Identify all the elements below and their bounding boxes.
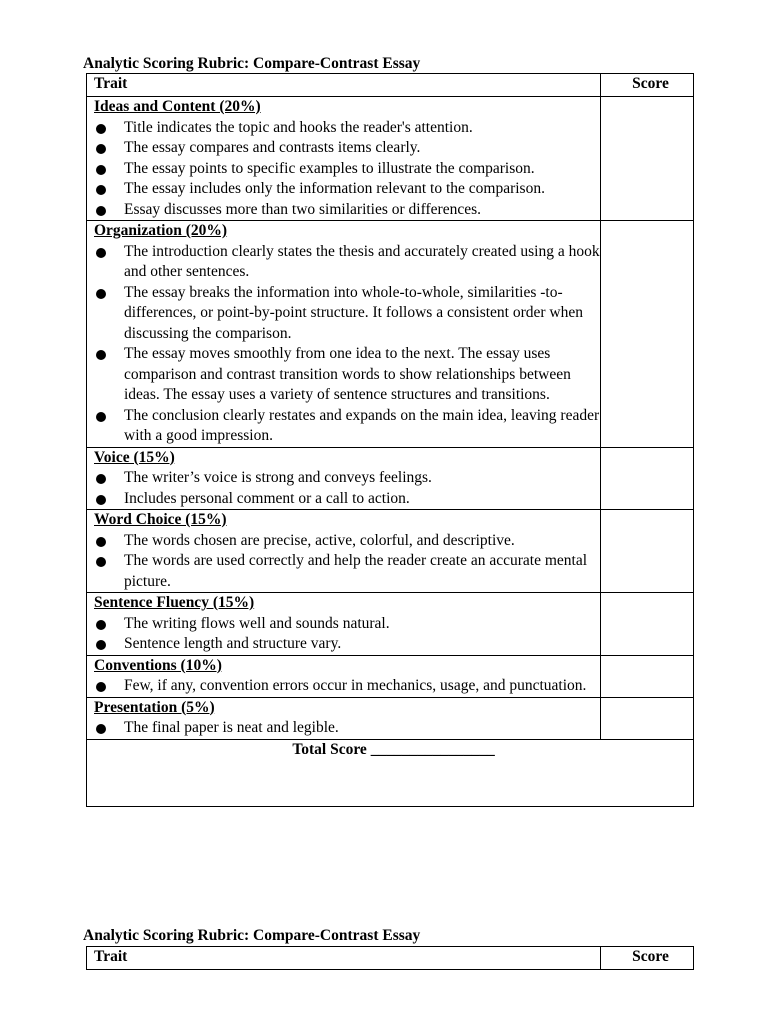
- rubric-copy-header-row: [87, 947, 694, 970]
- criterion-text: The essay includes only the information relevant to the comparison.: [124, 180, 545, 197]
- score-cell[interactable]: [601, 221, 694, 448]
- criterion-text: The final paper is neat and legible.: [124, 719, 339, 736]
- section-heading: Ideas and Content (20%): [94, 98, 261, 115]
- bullet-icon: [96, 620, 106, 630]
- bullet-icon: [96, 144, 106, 154]
- total-score-row: [87, 739, 694, 806]
- rubric-section-row: [87, 221, 694, 448]
- rubric-copy-table: [86, 946, 694, 970]
- criterion-item: [94, 718, 600, 739]
- section-heading: Conventions (10%): [94, 656, 222, 674]
- criterion-text: Few, if any, convention errors occur in mechanics, usage, and punctuation.: [124, 677, 587, 694]
- criterion-item: [94, 468, 600, 489]
- criterion-item: [94, 676, 600, 697]
- bullet-icon: [96, 724, 106, 734]
- bullet-icon: [96, 474, 106, 484]
- criterion-item: [94, 531, 600, 552]
- trait-column-header: Trait: [87, 947, 601, 970]
- criterion-text: The words chosen are precise, active, colorful, and descriptive.: [124, 531, 515, 549]
- criterion-text: The writer’s voice is strong and conveys feelings.: [124, 469, 432, 486]
- criteria-list: [94, 242, 600, 447]
- trait-cell: [87, 97, 601, 221]
- bullet-icon: [96, 350, 106, 360]
- score-column-header: Score: [601, 74, 694, 97]
- criterion-item: [94, 179, 600, 200]
- rubric-section-row: [87, 447, 694, 510]
- trait-cell: [87, 697, 601, 739]
- criterion-item: [94, 118, 600, 139]
- rubric-section-row: [87, 655, 694, 697]
- rubric-table: [86, 73, 694, 807]
- trait-cell: [87, 593, 601, 656]
- bullet-icon: [96, 682, 106, 692]
- criterion-text: The words are used correctly and help the reader create an accurate mental picture.: [124, 552, 588, 590]
- rubric-section-row: [87, 97, 694, 221]
- rubric-section-row: [87, 593, 694, 656]
- criterion-text: The writing flows well and sounds natural.: [124, 614, 390, 632]
- criterion-text: The essay breaks the information into whole-to-whole, similarities -to-differences, or point-by-point structure. It follows a consistent order when discussing the comparison.: [124, 283, 583, 342]
- criteria-list: [94, 676, 600, 697]
- bullet-icon: [96, 557, 106, 567]
- section-heading: Sentence Fluency (15%): [94, 594, 255, 611]
- bullet-icon: [96, 248, 106, 258]
- total-score-cell: [87, 739, 694, 806]
- criteria-list: [94, 118, 600, 221]
- criterion-text: Essay discusses more than two similarities or differences.: [124, 200, 481, 218]
- section-heading: Voice (15%): [94, 448, 175, 466]
- score-cell[interactable]: [601, 447, 694, 510]
- criterion-item: [94, 344, 600, 406]
- bullet-icon: [96, 537, 106, 547]
- rubric-header-row: [87, 74, 694, 97]
- section-heading: Organization (20%): [94, 222, 228, 239]
- criterion-text: Includes personal comment or a call to action.: [124, 489, 410, 507]
- bullet-icon: [96, 640, 106, 650]
- criterion-text: The essay points to specific examples to illustrate the comparison.: [124, 159, 535, 177]
- criterion-text: Sentence length and structure vary.: [124, 635, 342, 652]
- bullet-icon: [96, 289, 106, 299]
- bullet-icon: [96, 124, 106, 134]
- bullet-icon: [96, 412, 106, 422]
- criterion-item: [94, 551, 600, 592]
- criterion-text: The conclusion clearly restates and expands on the main idea, leaving reader with a good impression.: [124, 406, 600, 444]
- section-heading: Presentation (5%): [94, 698, 215, 716]
- rubric-section-row: [87, 697, 694, 739]
- criterion-text: The essay compares and contrasts items clearly.: [124, 139, 421, 156]
- criterion-item: [94, 159, 600, 180]
- score-column-header: Score: [601, 947, 694, 970]
- criterion-item: [94, 634, 600, 655]
- criteria-list: [94, 531, 600, 593]
- criterion-item: [94, 242, 600, 283]
- score-cell[interactable]: [601, 593, 694, 656]
- rubric-section-row: [87, 510, 694, 593]
- total-score-blank[interactable]: ________________: [370, 740, 495, 758]
- bullet-icon: [96, 185, 106, 195]
- trait-cell: [87, 447, 601, 510]
- bullet-icon: [96, 206, 106, 216]
- criterion-item: [94, 489, 600, 510]
- score-cell[interactable]: [601, 697, 694, 739]
- bullet-icon: [96, 165, 106, 175]
- criteria-list: [94, 468, 600, 509]
- rubric-body: [87, 97, 694, 740]
- trait-cell: [87, 655, 601, 697]
- criterion-item: [94, 406, 600, 447]
- trait-cell: [87, 510, 601, 593]
- criteria-list: [94, 614, 600, 655]
- bullet-icon: [96, 495, 106, 505]
- criterion-item: [94, 614, 600, 635]
- criterion-text: Title indicates the topic and hooks the reader's attention.: [124, 118, 473, 136]
- criterion-text: The essay moves smoothly from one idea to the next. The essay uses comparison and contrast transition words to show relationships between ideas. The essay uses a variety of sentence structures and transitions.: [124, 345, 571, 403]
- rubric-title: Analytic Scoring Rubric: Compare-Contrast Essay: [83, 55, 421, 72]
- total-score-label: Total Score: [292, 740, 367, 758]
- criterion-item: [94, 138, 600, 159]
- trait-cell: [87, 221, 601, 448]
- score-cell[interactable]: [601, 510, 694, 593]
- score-cell[interactable]: [601, 655, 694, 697]
- criterion-text: The introduction clearly states the thesis and accurately created using a hook and other sentences.: [124, 242, 600, 280]
- score-cell[interactable]: [601, 97, 694, 221]
- rubric-copy-title: Analytic Scoring Rubric: Compare-Contrast Essay: [83, 927, 421, 944]
- section-heading: Word Choice (15%): [94, 511, 227, 528]
- criteria-list: [94, 718, 600, 739]
- criterion-item: [94, 200, 600, 221]
- criterion-item: [94, 283, 600, 345]
- trait-column-header: Trait: [87, 74, 601, 97]
